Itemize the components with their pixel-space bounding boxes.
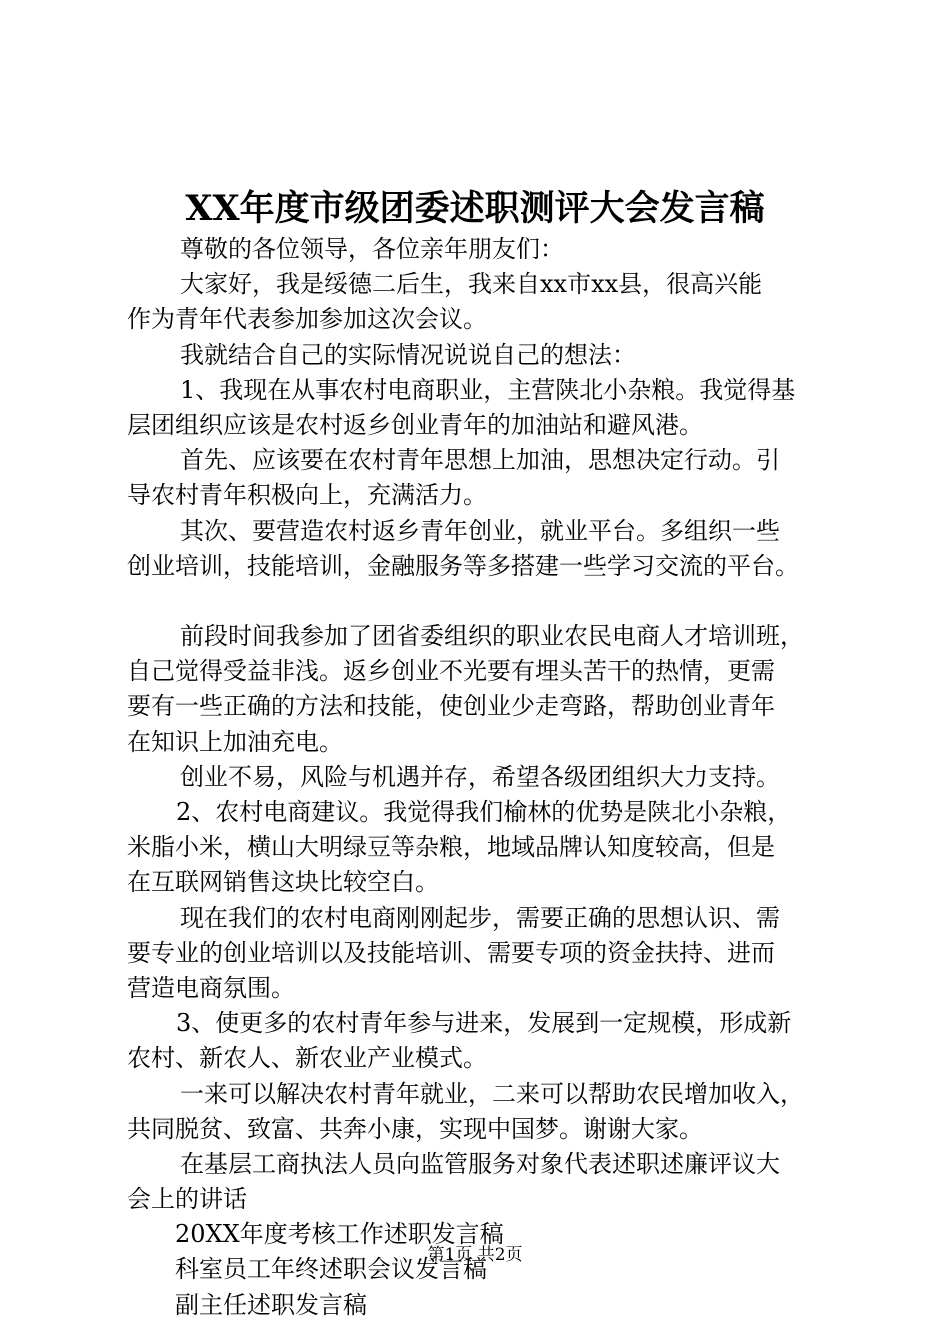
paragraph-line: 自己觉得受益非浅。返乡创业不光要有埋头苦干的热情，更需 xyxy=(127,657,775,686)
paragraph-spacer xyxy=(127,584,839,619)
page-footer: 第1页 共2页 xyxy=(427,1245,523,1265)
paragraph-line: 要专业的创业培训以及技能培训、需要专项的资金扶持、进而 xyxy=(127,938,775,967)
paragraph-line: 3、使更多的农村青年参与进来，发展到一定规模，形成新 xyxy=(176,1009,792,1038)
greeting-line: 尊敬的各位领导，各位亲年朋友们： xyxy=(180,235,564,263)
paragraph-line: 首先、应该要在农村青年思想上加油，思想决定行动。引 xyxy=(180,446,780,475)
related-link-line: 在基层工商执法人员向监管服务对象代表述职述廉评议大 xyxy=(180,1149,780,1178)
paragraph-line: 现在我们的农村电商刚刚起步，需要正确的思想认识、需 xyxy=(180,903,780,932)
paragraph-line: 1、我现在从事农村电商职业，主营陕北小杂粮。我觉得基 xyxy=(180,375,796,404)
paragraph-line: 共同脱贫、致富、共奔小康，实现中国梦。谢谢大家。 xyxy=(127,1114,703,1143)
paragraph-line: 作为青年代表参加参加这次会议。 xyxy=(127,305,487,334)
paragraph-line: 导农村青年积极向上，充满活力。 xyxy=(127,481,487,510)
paragraph-line: 要有一些正确的方法和技能，使创业少走弯路，帮助创业青年 xyxy=(127,692,775,721)
document-body xyxy=(127,232,839,1323)
paragraph-line: 一来可以解决农村青年就业，二来可以帮助农民增加收入， xyxy=(180,1079,804,1108)
paragraph-line: 营造电商氛围。 xyxy=(127,973,295,1002)
paragraph-line: 其次、要营造农村返乡青年创业，就业平台。多组织一些 xyxy=(180,516,780,545)
paragraph-line: 创业培训，技能培训，金融服务等多搭建一些学习交流的平台。 xyxy=(127,551,799,580)
paragraph-line: 2、农村电商建议。我觉得我们榆林的优势是陕北小杂粮， xyxy=(176,798,792,826)
paragraph-line: 我就结合自己的实际情况说说自己的想法： xyxy=(180,340,636,369)
related-link-line: 科室员工年终述职会议发言稿 xyxy=(175,1255,487,1284)
paragraph-line: 创业不易，风险与机遇并存，希望各级团组织大力支持。 xyxy=(180,762,780,791)
paragraph-line: 在知识上加油充电。 xyxy=(127,727,343,756)
paragraph-line: 农村、新农人、新农业产业模式。 xyxy=(127,1044,487,1073)
related-link-line: 会上的讲话 xyxy=(127,1185,247,1214)
related-link-line: 20XX年度考核工作述职发言稿 xyxy=(175,1220,504,1249)
paragraph-line: 大家好，我是绥德二后生，我来自xx市xx县，很高兴能 xyxy=(180,270,763,299)
paragraph-line: 层团组织应该是农村返乡创业青年的加油站和避风港。 xyxy=(127,410,703,439)
related-link-line: 副主任述职发言稿 xyxy=(175,1290,367,1319)
paragraph-line: 在互联网销售这块比较空白。 xyxy=(127,868,439,897)
document-title: XX年度市级团委述职测评大会发言稿 xyxy=(185,188,765,229)
paragraph-line: 前段时间我参加了团省委组织的职业农民电商人才培训班， xyxy=(180,622,804,651)
paragraph-line: 米脂小米，横山大明绿豆等杂粮，地域品牌认知度较高，但是 xyxy=(127,833,775,862)
